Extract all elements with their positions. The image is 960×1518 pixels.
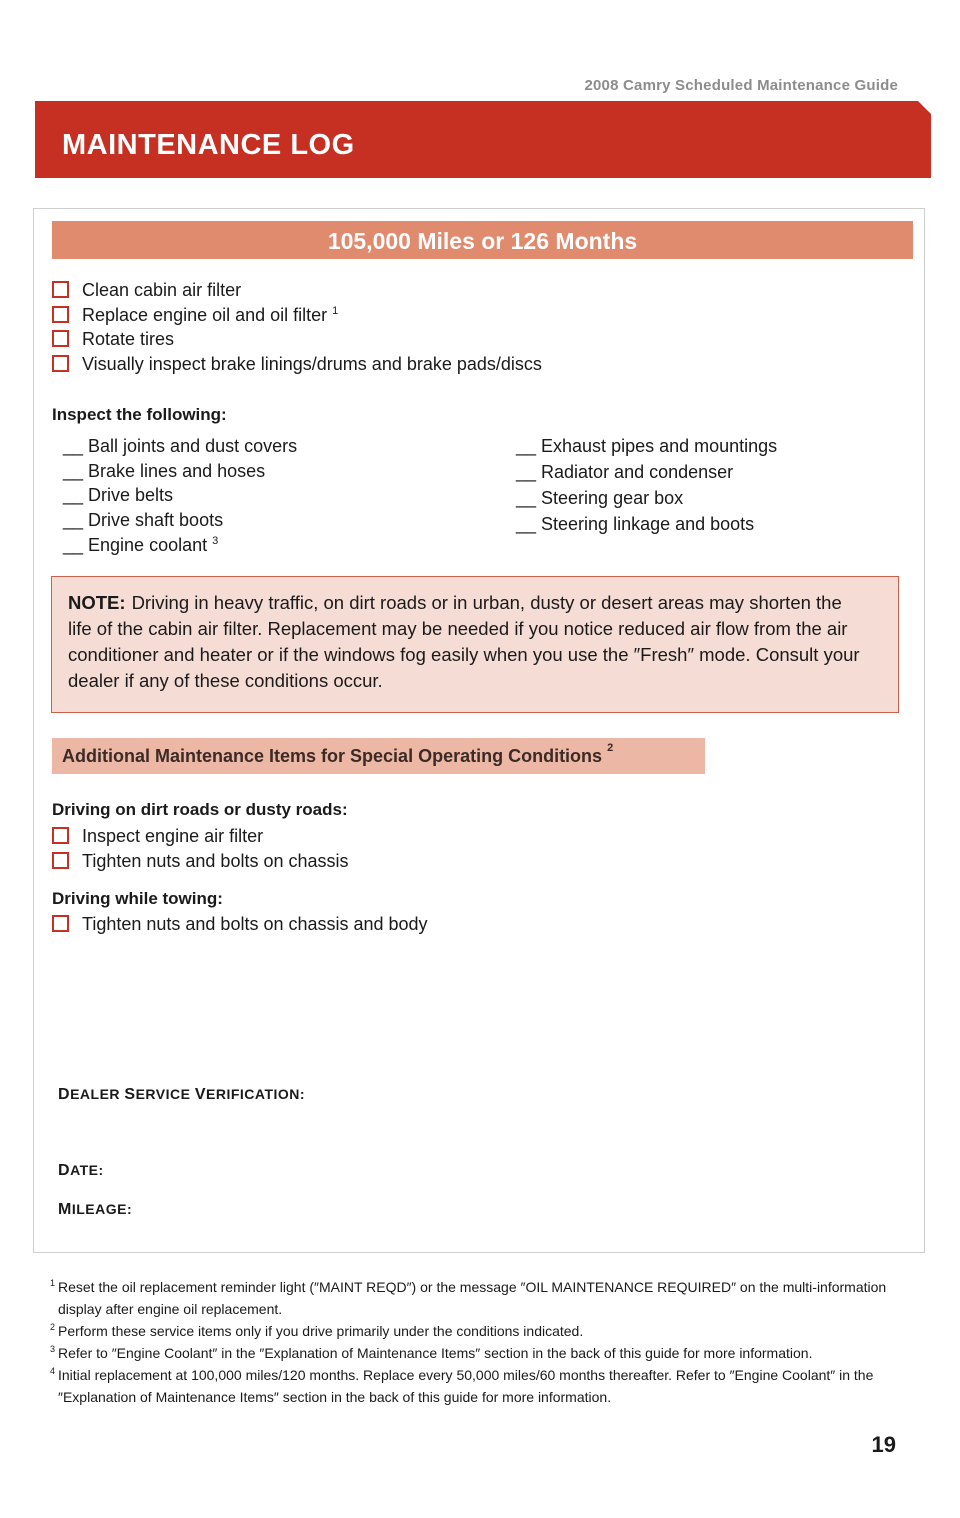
checklist-label: Replace engine oil and oil filter	[82, 305, 328, 325]
footnote-ref: 3	[212, 535, 219, 547]
footnote-number: 4	[50, 1366, 56, 1376]
checkbox[interactable]	[52, 852, 69, 869]
note-box	[51, 576, 899, 713]
additional-items-title	[62, 742, 614, 767]
inspect-item: __ Drive shaft boots	[63, 510, 224, 530]
additional-items-bar	[52, 738, 705, 774]
checklist-item	[52, 279, 241, 301]
footnote-text: Initial replacement at 100,000 miles/120 months. Replace every 50,000 miles/60 months thereafter. Refer to ″Engine Coolant″ in the ″Explanation of Maintenance Items″ section in the back of this guide for more information.	[58, 1367, 874, 1405]
inspect-label: __ Engine coolant	[63, 535, 208, 555]
footnote	[50, 1364, 890, 1408]
inspect-item: __ Drive belts	[63, 485, 174, 505]
inspect-item: __ Radiator and condenser	[516, 462, 734, 482]
header-band	[35, 101, 931, 178]
footnote	[50, 1342, 890, 1364]
checklist-label: Visually inspect brake linings/drums and brake pads/discs	[82, 354, 542, 374]
footnote-text: Reset the oil replacement reminder light (″MAINT REQD″) or the message ″OIL MAINTENANCE REQUIRED″ on the multi-information display after engine oil replacement.	[58, 1279, 887, 1317]
interval-title: 105,000 Miles or 126 Months	[327, 228, 638, 254]
checkbox[interactable]	[52, 915, 69, 932]
checklist-item	[52, 304, 338, 326]
footnote-text: Refer to ″Engine Coolant″ in the ″Explanation of Maintenance Items″ section in the back of this guide for more information.	[58, 1345, 813, 1361]
checklist-label: Clean cabin air filter	[82, 280, 242, 300]
checklist-item	[52, 913, 428, 935]
footnote-number: 2	[50, 1322, 56, 1332]
inspect-heading: Inspect the following:	[52, 405, 227, 424]
page-number: 19	[871, 1432, 896, 1457]
checklist-item	[52, 850, 349, 872]
checklist-item	[52, 353, 542, 375]
additional-items-label: Additional Maintenance Items for Special Operating Conditions	[62, 746, 603, 766]
footnote-ref: 2	[607, 742, 614, 754]
footnote-text: Perform these service items only if you drive primarily under the conditions indicated.	[58, 1323, 584, 1339]
inspect-item: __ Steering gear box	[516, 488, 684, 508]
inspect-item: __ Steering linkage and boots	[516, 514, 755, 534]
note-text	[68, 590, 868, 694]
date-text: DATE:	[58, 1162, 104, 1179]
note-body: Driving in heavy traffic, on dirt roads or in urban, dusty or desert areas may shorten the life of the cabin air filter. Replacement may be needed if you notice reduced air flow from the air conditioner and heater or if the windows fog easily when you use the ″Fresh″ mode. Consult your dealer if any of these conditions occur.	[68, 592, 860, 691]
checkbox[interactable]	[52, 306, 69, 323]
checklist-label: Tighten nuts and bolts on chassis	[82, 851, 349, 871]
footnotes	[50, 1276, 890, 1408]
towing-heading: Driving while towing:	[52, 889, 223, 908]
date-label	[58, 1162, 104, 1180]
footnote-number: 1	[50, 1278, 56, 1288]
checkbox[interactable]	[52, 355, 69, 372]
checklist-label: Inspect engine air filter	[82, 826, 264, 846]
checklist-item	[52, 328, 174, 350]
dealer-verification-label	[58, 1086, 305, 1104]
note-label: NOTE:	[68, 592, 126, 613]
checklist-label: Tighten nuts and bolts on chassis and body	[82, 914, 428, 934]
checklist-item	[52, 825, 263, 847]
checklist-label: Rotate tires	[82, 329, 175, 349]
inspect-item: __ Ball joints and dust covers	[63, 436, 298, 456]
footnote	[50, 1320, 890, 1342]
mileage-text: MILEAGE:	[58, 1201, 133, 1218]
inspect-item: __ Exhaust pipes and mountings	[516, 436, 778, 456]
inspect-item	[63, 534, 218, 556]
footnote-ref: 1	[332, 305, 339, 317]
guide-title: 2008 Camry Scheduled Maintenance Guide	[584, 77, 898, 94]
checkbox[interactable]	[52, 281, 69, 298]
dirt-roads-heading: Driving on dirt roads or dusty roads:	[52, 800, 348, 819]
inspect-item: __ Brake lines and hoses	[63, 461, 266, 481]
mileage-label	[58, 1201, 132, 1219]
interval-bar	[52, 221, 913, 259]
checkbox[interactable]	[52, 330, 69, 347]
checkbox[interactable]	[52, 827, 69, 844]
page-title: MAINTENANCE LOG	[62, 129, 355, 161]
dealer-verification-text: DEALER SERVICE VERIFICATION:	[58, 1086, 306, 1103]
footnote-number: 3	[50, 1344, 56, 1354]
footnote	[50, 1276, 890, 1320]
